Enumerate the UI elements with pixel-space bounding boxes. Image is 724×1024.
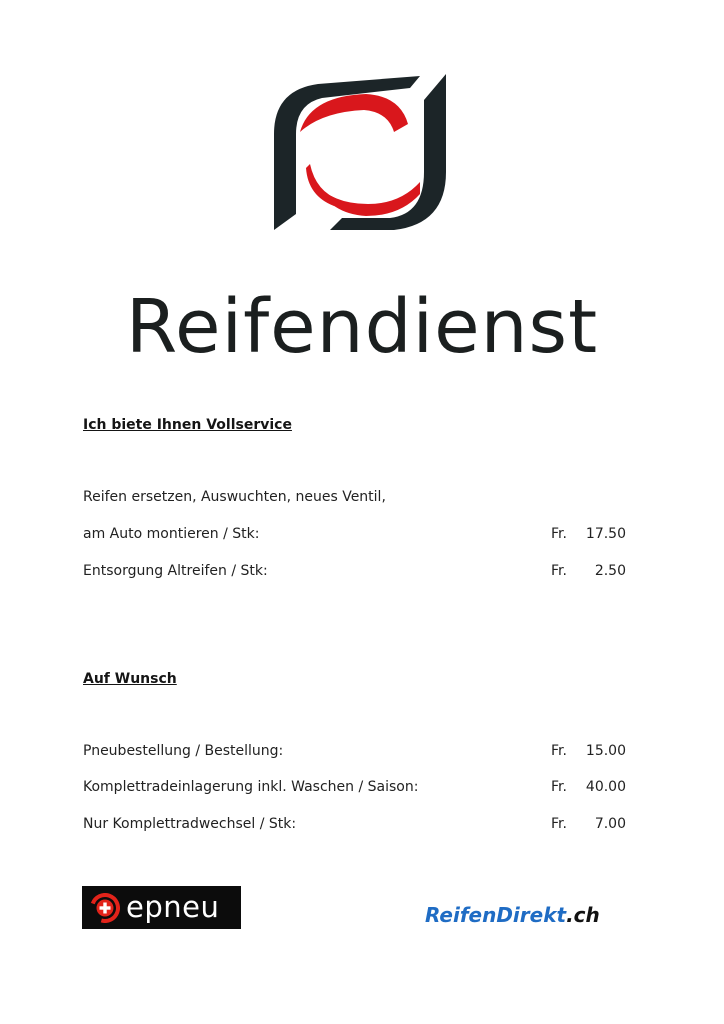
price-row [83, 779, 628, 799]
page-title: Reifendienst [125, 284, 599, 370]
price-row-amount: 2.50 [594, 563, 626, 579]
rj-logo-icon [270, 72, 450, 232]
price-row-amount: 15.00 [585, 743, 626, 759]
price-row [83, 816, 628, 836]
price-row-amount: 17.50 [585, 526, 626, 542]
price-row-currency: Fr. [551, 743, 567, 759]
vollservice-heading: Ich biete Ihnen Vollservice [83, 417, 292, 433]
price-row-amount: 7.00 [594, 816, 626, 832]
price-row-currency: Fr. [551, 816, 567, 832]
price-row-label: am Auto montieren / Stk: [83, 526, 260, 542]
price-row-currency: Fr. [551, 563, 567, 579]
price-row-amount: 40.00 [585, 779, 626, 795]
auf-wunsch-heading: Auf Wunsch [83, 671, 177, 687]
epneu-logo [82, 886, 241, 929]
price-row [83, 743, 628, 763]
price-row-label: Entsorgung Altreifen / Stk: [83, 563, 268, 579]
reifendirekt-name: ReifenDirekt [425, 903, 567, 927]
swiss-cross-icon [90, 893, 120, 923]
price-row-currency: Fr. [551, 526, 567, 542]
price-row-label: Pneubestellung / Bestellung: [83, 743, 284, 759]
reifendirekt-logo [425, 903, 600, 927]
service-intro-line [83, 489, 628, 509]
price-row-label: Nur Komplettradwechsel / Stk: [83, 816, 297, 832]
price-row-label: Komplettradeinlagerung inkl. Waschen / Saison: [83, 779, 419, 795]
epneu-logo-text: epneu [126, 890, 220, 924]
price-row [83, 526, 628, 546]
price-row [83, 563, 628, 583]
price-row-currency: Fr. [551, 779, 567, 795]
service-intro-label: Reifen ersetzen, Auswuchten, neues Ventil, [83, 489, 386, 505]
reifendirekt-tld: .ch [566, 903, 600, 927]
